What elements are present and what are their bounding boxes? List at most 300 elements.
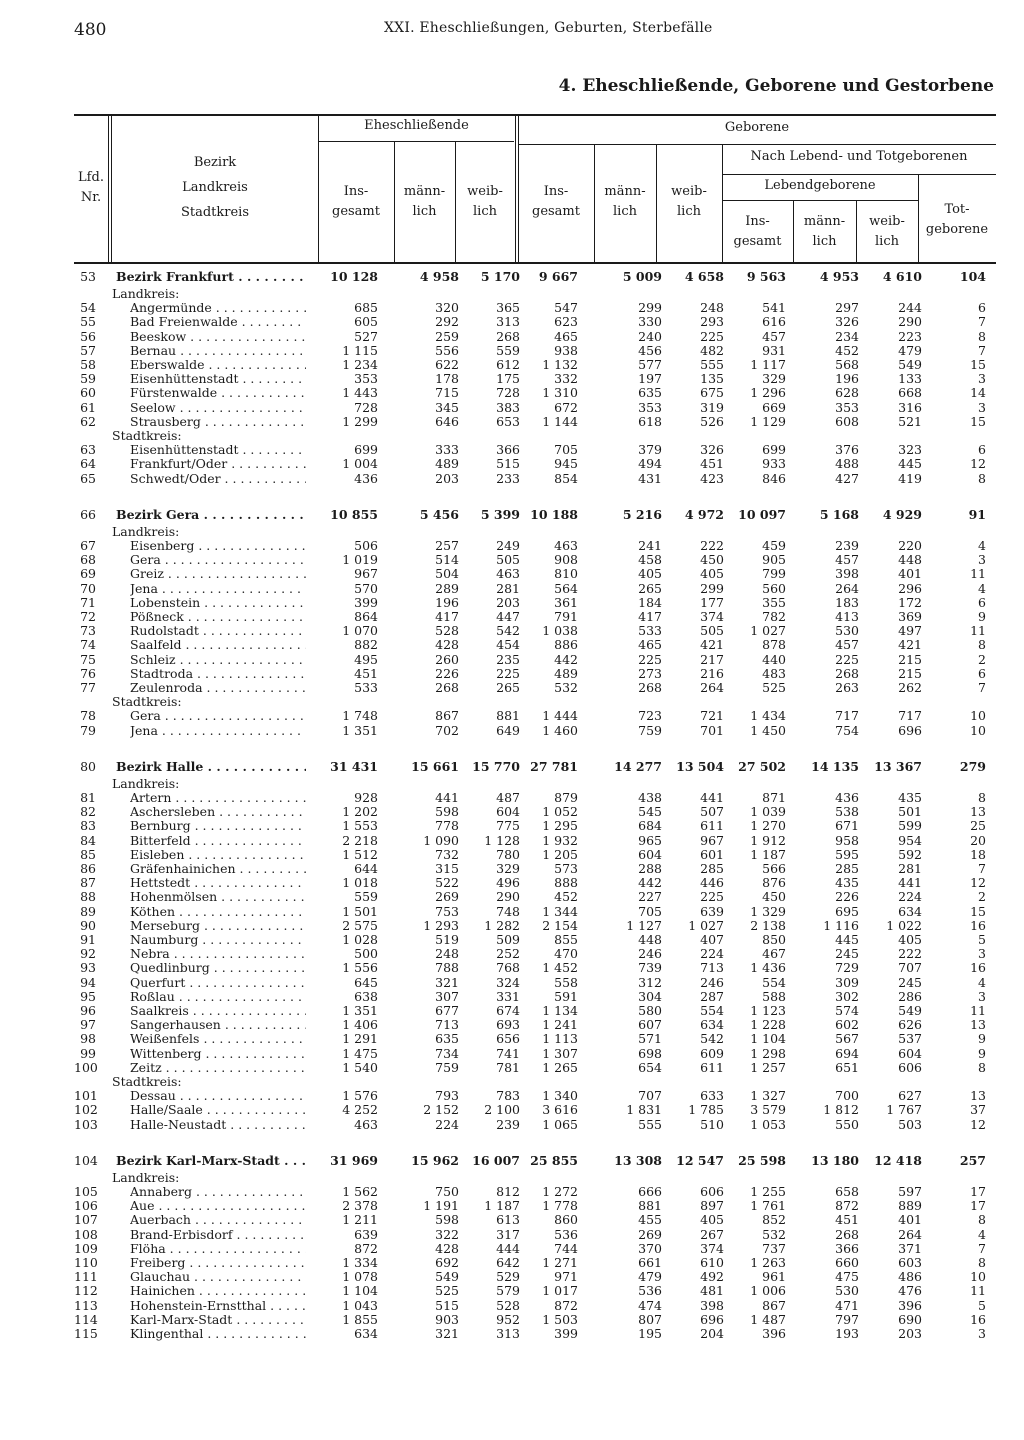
- cell-l-maennlich: 651: [835, 1059, 859, 1075]
- cell-e-insgesamt: 1 501: [342, 903, 378, 919]
- cell-l-insgesamt: 850: [762, 932, 786, 947]
- cell-e-maennlich: 345: [435, 399, 459, 415]
- cell-e-insgesamt: 436: [354, 470, 378, 486]
- cell-g-insgesamt: 705: [554, 442, 578, 458]
- cell-g-insgesamt: 9 667: [538, 269, 578, 284]
- cell-e-maennlich: 2 152: [423, 1102, 459, 1118]
- cell-g-weiblich: 293: [700, 314, 724, 330]
- table-row: [74, 330, 996, 345]
- cell-l-weiblich: 606: [898, 1059, 922, 1075]
- cell-e-weiblich: 542: [496, 623, 520, 639]
- cell-e-insgesamt: 1 748: [342, 708, 378, 724]
- cell-e-insgesamt: 1 115: [342, 342, 378, 358]
- cell-g-insgesamt: 442: [554, 651, 578, 667]
- cell-l-insgesamt: 1 104: [750, 1031, 786, 1047]
- cell-g-maennlich: 698: [638, 1045, 662, 1061]
- cell-e-maennlich: 515: [435, 1297, 459, 1313]
- cell-totgeborene: 104: [959, 269, 986, 284]
- cell-e-weiblich: 235: [496, 651, 520, 667]
- cell-e-insgesamt: 1 512: [342, 846, 378, 862]
- cell-totgeborene: 17: [970, 1184, 986, 1199]
- row-number: 91: [80, 932, 96, 947]
- hdr-bezirk: Bezirk Landkreis Stadtkreis: [180, 155, 250, 220]
- row-name: Frankfurt/Oder . . .: [130, 457, 306, 472]
- cell-totgeborene: 4: [978, 974, 986, 990]
- cell-e-insgesamt: 1 078: [342, 1269, 378, 1285]
- header-bottom-rule: [74, 262, 996, 264]
- cell-g-maennlich: 881: [638, 1198, 662, 1214]
- row-number: 65: [80, 470, 96, 486]
- cell-l-insgesamt: 588: [762, 988, 786, 1004]
- table-row: [74, 976, 996, 991]
- cell-e-maennlich: 702: [435, 722, 459, 738]
- cell-g-insgesamt: 886: [554, 637, 578, 653]
- cell-l-insgesamt: 10 097: [738, 506, 786, 522]
- cell-e-weiblich: 693: [496, 1017, 520, 1033]
- cell-l-insgesamt: 560: [762, 580, 786, 596]
- cell-l-insgesamt: 1 450: [750, 722, 786, 738]
- cell-l-maennlich: 471: [835, 1297, 859, 1313]
- cell-e-weiblich: 233: [496, 470, 520, 486]
- cell-e-maennlich: 333: [435, 442, 459, 458]
- rule-v1: [108, 116, 109, 262]
- cell-l-insgesamt: 669: [762, 399, 786, 415]
- cell-l-maennlich: 427: [835, 470, 859, 486]
- cell-totgeborene: 8: [978, 328, 986, 344]
- cell-e-weiblich: 783: [496, 1088, 520, 1104]
- cell-g-insgesamt: 872: [554, 1297, 578, 1313]
- cell-e-maennlich: 489: [435, 456, 459, 472]
- row-name: Naumburg . . .: [130, 933, 306, 948]
- cell-g-insgesamt: 938: [554, 342, 578, 358]
- row-number: 74: [80, 637, 96, 653]
- table-row: [74, 1327, 996, 1342]
- table-row: [74, 1228, 996, 1243]
- cell-l-weiblich: 707: [898, 960, 922, 976]
- cell-g-weiblich: 225: [700, 328, 724, 344]
- cell-e-weiblich: 239: [496, 1116, 520, 1132]
- cell-e-insgesamt: 1 406: [342, 1017, 378, 1033]
- cell-totgeborene: 8: [978, 1059, 986, 1075]
- row-number: 97: [80, 1017, 96, 1033]
- cell-totgeborene: 91: [968, 506, 986, 522]
- cell-totgeborene: 3: [978, 399, 986, 415]
- cell-e-insgesamt: 451: [354, 665, 378, 681]
- cell-e-weiblich: 775: [496, 818, 520, 834]
- cell-l-maennlich: 602: [835, 1017, 859, 1033]
- cell-l-weiblich: 537: [898, 1031, 922, 1047]
- cell-g-maennlich: 455: [638, 1212, 662, 1228]
- cell-l-maennlich: 530: [835, 623, 859, 639]
- cell-e-insgesamt: 31 431: [330, 758, 378, 774]
- cell-l-weiblich: 172: [898, 594, 922, 610]
- cell-e-weiblich: 780: [496, 846, 520, 862]
- cell-l-maennlich: 452: [835, 342, 859, 358]
- table-row: [74, 890, 996, 905]
- cell-e-insgesamt: 463: [354, 1116, 378, 1132]
- table-row: [74, 1047, 996, 1062]
- cell-l-weiblich: 599: [898, 818, 922, 834]
- row-number: 114: [74, 1311, 98, 1327]
- row-name: Rudolstadt . . .: [130, 624, 306, 639]
- table-row: [74, 1299, 996, 1314]
- cell-g-weiblich: 319: [700, 399, 724, 415]
- cell-g-maennlich: 405: [638, 566, 662, 582]
- cell-l-insgesamt: 878: [762, 637, 786, 653]
- cell-totgeborene: 16: [970, 960, 986, 976]
- cell-e-insgesamt: 1 018: [342, 875, 378, 891]
- row-name: Quedlinburg . . .: [130, 961, 306, 976]
- cell-totgeborene: 37: [970, 1102, 986, 1118]
- cell-totgeborene: 15: [970, 413, 986, 429]
- cell-e-insgesamt: 1 443: [342, 385, 378, 401]
- cell-l-insgesamt: 1 270: [750, 818, 786, 834]
- hdr-l-insgesamt: Ins- gesamt: [733, 214, 782, 249]
- cell-e-maennlich: 750: [435, 1184, 459, 1199]
- cell-e-insgesamt: 1 334: [342, 1255, 378, 1270]
- row-number: 98: [80, 1031, 96, 1047]
- geborene-rule: [518, 144, 996, 145]
- cell-g-maennlich: 666: [638, 1184, 662, 1199]
- cell-g-insgesamt: 1 460: [542, 722, 578, 738]
- cell-g-maennlich: 379: [638, 442, 662, 458]
- cell-totgeborene: 8: [978, 790, 986, 805]
- cell-totgeborene: 7: [978, 1240, 986, 1256]
- cell-l-maennlich: 309: [835, 974, 859, 990]
- cell-l-weiblich: 13 367: [874, 758, 922, 774]
- cell-e-maennlich: 692: [435, 1255, 459, 1270]
- cell-g-maennlich: 370: [638, 1240, 662, 1256]
- cell-l-insgesamt: 1 436: [750, 960, 786, 976]
- cell-l-insgesamt: 1 117: [750, 357, 786, 372]
- cell-g-maennlich: 1 127: [626, 917, 662, 933]
- cell-l-maennlich: 225: [835, 651, 859, 667]
- cell-l-insgesamt: 440: [762, 651, 786, 667]
- cell-g-weiblich: 225: [700, 889, 724, 905]
- row-number: 87: [80, 875, 96, 891]
- cell-g-maennlich: 417: [638, 609, 662, 624]
- cell-g-weiblich: 217: [700, 651, 724, 667]
- cell-g-insgesamt: 332: [554, 371, 578, 387]
- cell-l-maennlich: 436: [835, 790, 859, 805]
- cell-totgeborene: 279: [959, 758, 986, 774]
- table-row: [74, 472, 996, 487]
- cell-e-maennlich: 788: [435, 960, 459, 976]
- row-number: 80: [80, 758, 96, 774]
- cell-g-maennlich: 705: [638, 903, 662, 919]
- row-number: 55: [80, 314, 96, 330]
- cell-e-weiblich: 268: [496, 328, 520, 344]
- row-name: Bernau . . .: [130, 344, 306, 359]
- row-name: Lobenstein . . .: [130, 596, 306, 611]
- row-number: 89: [80, 903, 96, 919]
- row-name: Bezirk Frankfurt . . .: [116, 270, 306, 285]
- group-label: Stadtkreis:: [112, 694, 182, 710]
- row-name: Sangerhausen . . .: [130, 1018, 306, 1033]
- cell-g-insgesamt: 2 154: [542, 917, 578, 933]
- row-number: 76: [80, 665, 96, 681]
- cell-g-maennlich: 661: [638, 1255, 662, 1270]
- table-row: [74, 386, 996, 401]
- cell-e-maennlich: 1 090: [423, 832, 459, 848]
- cell-g-insgesamt: 470: [554, 946, 578, 962]
- row-name: Hettstedt . . .: [130, 876, 306, 891]
- row-number: 101: [74, 1088, 98, 1104]
- cell-totgeborene: 11: [970, 623, 986, 639]
- cell-g-insgesamt: 1 452: [542, 960, 578, 976]
- cell-l-weiblich: 286: [898, 988, 922, 1004]
- row-name: Hainichen . . .: [130, 1284, 306, 1299]
- cell-g-maennlich: 448: [638, 932, 662, 947]
- cell-e-weiblich: 366: [496, 442, 520, 458]
- cell-totgeborene: 13: [970, 804, 986, 820]
- cell-e-maennlich: 677: [435, 1003, 459, 1018]
- cell-e-weiblich: 1 128: [484, 832, 520, 848]
- cell-l-maennlich: 353: [835, 399, 859, 415]
- cell-g-maennlich: 654: [638, 1059, 662, 1075]
- cell-e-maennlich: 5 456: [419, 506, 459, 522]
- cell-totgeborene: 4: [978, 1226, 986, 1242]
- cell-e-maennlich: 322: [435, 1226, 459, 1242]
- cell-l-maennlich: 1 812: [823, 1102, 859, 1118]
- cell-g-insgesamt: 623: [554, 314, 578, 330]
- hdr-geborene: Geborene: [724, 120, 790, 135]
- cell-e-insgesamt: 644: [354, 861, 378, 876]
- cell-l-insgesamt: 1 053: [750, 1116, 786, 1132]
- cell-l-insgesamt: 27 502: [738, 758, 786, 774]
- cell-g-insgesamt: 971: [554, 1269, 578, 1285]
- cell-g-insgesamt: 1 205: [542, 846, 578, 862]
- row-name: Bezirk Gera . . .: [116, 508, 306, 523]
- cell-e-maennlich: 759: [435, 1059, 459, 1075]
- bezirk-total-row: [74, 270, 996, 285]
- cell-g-weiblich: 285: [700, 861, 724, 876]
- cell-totgeborene: 6: [978, 594, 986, 610]
- eheschl-rule: [318, 141, 514, 142]
- cell-e-insgesamt: 10 128: [330, 269, 378, 284]
- cell-l-weiblich: 4 929: [882, 506, 922, 522]
- cell-l-insgesamt: 396: [762, 1326, 786, 1341]
- cell-g-maennlich: 555: [638, 1116, 662, 1132]
- cell-l-maennlich: 475: [835, 1269, 859, 1285]
- cell-g-insgesamt: 532: [554, 680, 578, 695]
- cell-e-weiblich: 463: [496, 566, 520, 582]
- table-row: [74, 638, 996, 653]
- cell-g-maennlich: 536: [638, 1283, 662, 1299]
- cell-e-maennlich: 646: [435, 413, 459, 429]
- cell-l-weiblich: 323: [898, 442, 922, 458]
- cell-g-insgesamt: 810: [554, 566, 578, 582]
- cell-g-maennlich: 607: [638, 1017, 662, 1033]
- cell-l-insgesamt: 1 129: [750, 413, 786, 429]
- cell-e-maennlich: 622: [435, 357, 459, 372]
- cell-totgeborene: 9: [978, 1031, 986, 1047]
- cell-l-maennlich: 958: [835, 832, 859, 848]
- cell-g-weiblich: 721: [700, 708, 724, 724]
- row-name: Merseburg . . .: [130, 919, 306, 934]
- cell-totgeborene: 13: [970, 1088, 986, 1104]
- cell-l-insgesamt: 1 123: [750, 1003, 786, 1018]
- row-number: 70: [80, 580, 96, 596]
- cell-e-weiblich: 265: [496, 680, 520, 695]
- cell-g-maennlich: 195: [638, 1326, 662, 1341]
- cell-totgeborene: 14: [970, 385, 986, 401]
- cell-g-maennlich: 304: [638, 988, 662, 1004]
- cell-g-weiblich: 611: [700, 1059, 724, 1075]
- cell-l-insgesamt: 616: [762, 314, 786, 330]
- cell-g-weiblich: 446: [700, 875, 724, 891]
- cell-l-maennlich: 538: [835, 804, 859, 820]
- cell-l-weiblich: 133: [898, 371, 922, 387]
- row-number: 94: [80, 974, 96, 990]
- cell-l-maennlich: 567: [835, 1031, 859, 1047]
- row-name: Saalfeld . . .: [130, 638, 306, 653]
- row-name: Eisenhüttenstadt . . .: [130, 443, 306, 458]
- cell-g-insgesamt: 1 778: [542, 1198, 578, 1214]
- cell-g-maennlich: 635: [638, 385, 662, 401]
- cell-totgeborene: 3: [978, 946, 986, 962]
- cell-e-maennlich: 598: [435, 1212, 459, 1228]
- cell-l-maennlich: 457: [835, 637, 859, 653]
- table-row: [74, 1213, 996, 1228]
- cell-totgeborene: 8: [978, 1255, 986, 1270]
- cell-l-weiblich: 290: [898, 314, 922, 330]
- cell-l-maennlich: 488: [835, 456, 859, 472]
- table-row: [74, 567, 996, 582]
- cell-e-insgesamt: 685: [354, 300, 378, 316]
- cell-g-maennlich: 684: [638, 818, 662, 834]
- cell-l-maennlich: 872: [835, 1198, 859, 1214]
- row-number: 107: [74, 1212, 98, 1228]
- row-name: Gera . . .: [130, 553, 306, 568]
- cell-e-weiblich: 290: [496, 889, 520, 905]
- cell-e-weiblich: 728: [496, 385, 520, 401]
- header-top-rule: [74, 114, 996, 116]
- cell-e-insgesamt: 1 475: [342, 1045, 378, 1061]
- row-number: 73: [80, 623, 96, 639]
- cell-e-weiblich: 612: [496, 357, 520, 372]
- cell-g-maennlich: 465: [638, 637, 662, 653]
- cell-totgeborene: 4: [978, 580, 986, 596]
- cell-e-maennlich: 15 661: [411, 758, 459, 774]
- cell-l-insgesamt: 9 563: [746, 269, 786, 284]
- cell-e-insgesamt: 353: [354, 371, 378, 387]
- cell-e-insgesamt: 2 218: [342, 832, 378, 848]
- cell-l-weiblich: 1 767: [886, 1102, 922, 1118]
- cell-l-insgesamt: 459: [762, 538, 786, 553]
- cell-e-weiblich: 444: [496, 1240, 520, 1256]
- cell-l-maennlich: 14 135: [811, 758, 859, 774]
- group-label: Landkreis:: [112, 286, 180, 301]
- cell-l-weiblich: 244: [898, 300, 922, 316]
- cell-g-maennlich: 494: [638, 456, 662, 472]
- cell-l-weiblich: 597: [898, 1184, 922, 1199]
- cell-l-insgesamt: 355: [762, 594, 786, 610]
- table-row: [74, 819, 996, 834]
- table-row: [74, 1284, 996, 1299]
- cell-g-weiblich: 610: [700, 1255, 724, 1270]
- cell-l-weiblich: 954: [898, 832, 922, 848]
- cell-l-weiblich: 717: [898, 708, 922, 724]
- cell-e-maennlich: 226: [435, 665, 459, 681]
- cell-e-weiblich: 515: [496, 456, 520, 472]
- cell-l-maennlich: 183: [835, 594, 859, 610]
- cell-g-maennlich: 533: [638, 623, 662, 639]
- cell-e-maennlich: 525: [435, 1283, 459, 1299]
- cell-l-maennlich: 398: [835, 566, 859, 582]
- cell-l-insgesamt: 1 039: [750, 804, 786, 820]
- cell-totgeborene: 2: [978, 651, 986, 667]
- cell-totgeborene: 11: [970, 1283, 986, 1299]
- cell-g-weiblich: 398: [700, 1297, 724, 1313]
- cell-l-weiblich: 281: [898, 861, 922, 876]
- cell-g-insgesamt: 1 144: [542, 413, 578, 429]
- cell-g-weiblich: 248: [700, 300, 724, 316]
- cell-e-insgesamt: 1 043: [342, 1297, 378, 1313]
- cell-g-weiblich: 441: [700, 790, 724, 805]
- cell-e-maennlich: 4 958: [419, 269, 459, 284]
- cell-g-weiblich: 374: [700, 1240, 724, 1256]
- row-number: 71: [80, 594, 96, 610]
- cell-e-weiblich: 1 282: [484, 917, 520, 933]
- cell-l-maennlich: 717: [835, 708, 859, 724]
- cell-totgeborene: 12: [970, 1116, 986, 1132]
- cell-e-insgesamt: 399: [354, 594, 378, 610]
- row-name: Dessau . . .: [130, 1089, 306, 1104]
- row-number: 99: [80, 1045, 96, 1061]
- cell-l-maennlich: 729: [835, 960, 859, 976]
- cell-l-insgesamt: 483: [762, 665, 786, 681]
- cell-e-maennlich: 514: [435, 552, 459, 568]
- cell-e-maennlich: 289: [435, 580, 459, 596]
- row-number: 82: [80, 804, 96, 820]
- cell-l-insgesamt: 699: [762, 442, 786, 458]
- cell-e-weiblich: 741: [496, 1045, 520, 1061]
- cell-e-maennlich: 320: [435, 300, 459, 316]
- table-row: [74, 1103, 996, 1118]
- cell-e-weiblich: 329: [496, 861, 520, 876]
- cell-e-insgesamt: 634: [354, 1326, 378, 1341]
- cell-g-maennlich: 739: [638, 960, 662, 976]
- cell-l-weiblich: 369: [898, 609, 922, 624]
- cell-e-insgesamt: 31 969: [330, 1152, 378, 1168]
- group-label: Landkreis:: [112, 1169, 180, 1185]
- cell-l-maennlich: 530: [835, 1283, 859, 1299]
- bezirk-total-row: [74, 1154, 996, 1169]
- cell-l-insgesamt: 1 187: [750, 846, 786, 862]
- row-number: 93: [80, 960, 96, 976]
- cell-e-insgesamt: 1 019: [342, 552, 378, 568]
- cell-g-weiblich: 326: [700, 442, 724, 458]
- row-name: Zeitz . . .: [130, 1061, 306, 1076]
- row-name: Halle-Neustadt . . .: [130, 1118, 306, 1133]
- cell-l-weiblich: 222: [898, 946, 922, 962]
- cell-l-insgesamt: 867: [762, 1297, 786, 1313]
- cell-e-weiblich: 313: [496, 1326, 520, 1341]
- cell-l-weiblich: 264: [898, 1226, 922, 1242]
- row-name: Greiz . . .: [130, 567, 306, 582]
- cell-l-weiblich: 549: [898, 357, 922, 372]
- cell-g-insgesamt: 1 132: [542, 357, 578, 372]
- row-name: Köthen . . .: [130, 905, 306, 920]
- cell-totgeborene: 9: [978, 1045, 986, 1061]
- cell-totgeborene: 8: [978, 470, 986, 486]
- row-name: Strausberg . . .: [130, 415, 306, 430]
- row-name: Annaberg . . .: [130, 1185, 306, 1200]
- cell-g-maennlich: 431: [638, 470, 662, 486]
- cell-g-maennlich: 225: [638, 651, 662, 667]
- cell-g-weiblich: 1 785: [688, 1102, 724, 1118]
